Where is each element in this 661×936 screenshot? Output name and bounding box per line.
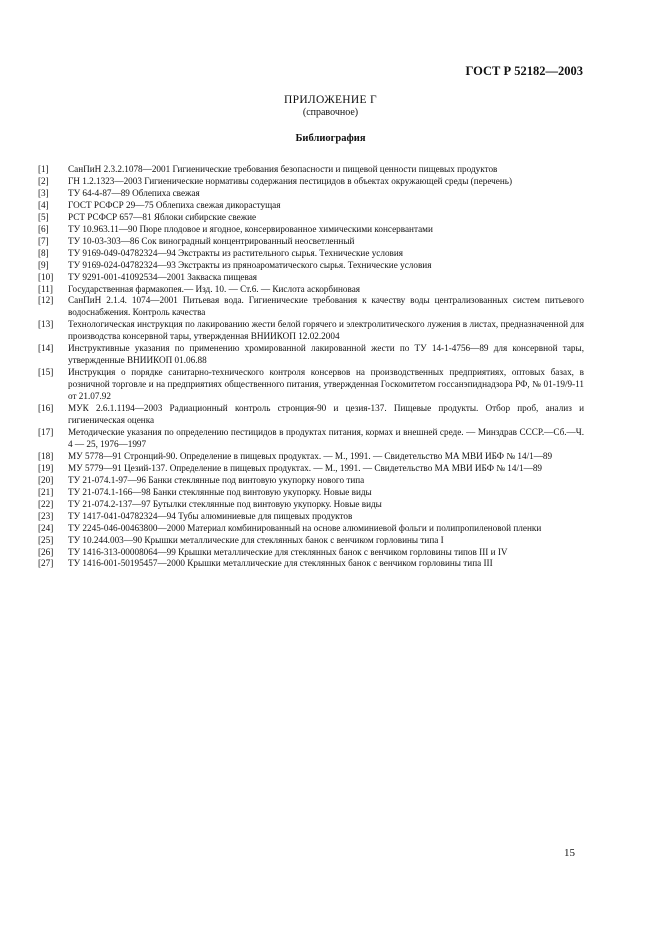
bibliography-entry — [38, 188, 584, 200]
entry-text: ТУ 9291-001-41092534—2001 Закваска пищевая — [68, 271, 258, 282]
entry-text: ТУ 64-4-87—89 Облепиха свежая — [68, 187, 200, 198]
bibliography-entry — [38, 236, 584, 248]
entry-text: Инструкция о порядке санитарно-технического контроля консервов на производственных предприятиях, оптовых базах, в розничной торговле и на предприятиях общественного питания, утвержденная Госкомитетом госсанэпиднадзора РФ, № 01-19/9-11 от 21.07.92 — [68, 367, 584, 402]
entry-number: [17] — [38, 426, 54, 437]
entry-number: [12] — [38, 295, 54, 306]
bibliography-heading: Библиография — [295, 133, 366, 144]
page-number: 15 — [564, 847, 575, 859]
bibliography-entry — [38, 403, 584, 427]
entry-number: [13] — [38, 319, 54, 330]
entry-number: [23] — [38, 510, 54, 521]
entry-number: [10] — [38, 271, 54, 282]
bibliography-entry — [38, 511, 584, 523]
entry-text: ТУ 2245-046-00463800—2000 Материал комбинированный на основе алюминиевой фольги и полипропиленовой пленки — [68, 522, 542, 533]
bibliography-entry — [38, 487, 584, 499]
bibliography-entry — [38, 367, 584, 403]
entry-number: [5] — [38, 211, 49, 222]
bibliography-entry — [38, 343, 584, 367]
entry-number: [22] — [38, 498, 54, 509]
entry-number: [25] — [38, 534, 54, 545]
entry-text: МУК 2.6.1.1194—2003 Радиационный контроль стронция-90 и цезия-137. Пищевые продукты. Отбор проб, анализ и гигиеническая оценка — [68, 403, 584, 426]
entry-number: [19] — [38, 462, 54, 473]
entry-number: [24] — [38, 522, 54, 533]
entry-text: ТУ 9169-049-04782324—94 Экстракты из растительного сырья. Технические условия — [68, 247, 404, 258]
entry-text: Технологическая инструкция по лакированию жести белой горячего и электролитического лужения в листах, предназначенной для производства консервной тары, утвержденная ВНИИКОП 12.02.2004 — [68, 319, 584, 342]
entry-number: [26] — [38, 546, 54, 557]
entry-text: ТУ 21-074.2-137—97 Бутылки стеклянные под винтовую укупорку. Новые виды — [68, 498, 382, 509]
entry-number: [20] — [38, 474, 54, 485]
bibliography-entry — [38, 547, 584, 559]
entry-number: [21] — [38, 486, 54, 497]
bibliography-entry — [38, 427, 584, 451]
bibliography-entry — [38, 558, 584, 570]
bibliography-entry — [38, 200, 584, 212]
entry-text: ТУ 21-074.1-166—98 Банки стеклянные под винтовую укупорку. Новые виды — [68, 486, 372, 497]
appendix-note: (справочное) — [302, 107, 359, 118]
entry-number: [11] — [38, 283, 53, 294]
entry-number: [27] — [38, 558, 54, 569]
bibliography-entry — [38, 284, 584, 296]
bibliography-entry — [38, 248, 584, 260]
entry-text: ТУ 21-074.1-97—96 Банки стеклянные под винтовую укупорку нового типа — [68, 474, 365, 485]
bibliography-entry — [38, 499, 584, 511]
entry-text: ТУ 10.963.11—90 Пюре плодовое и ягодное, консервированное химическими консервантами — [68, 223, 433, 234]
entry-text: РСТ РСФСР 657—81 Яблоки сибирские свежие — [68, 211, 257, 222]
entry-text: МУ 5779—91 Цезий-137. Определение в пищевых продуктах. — М., 1991. — Свидетельство МА МВИ ИБФ № 14/1—89 — [68, 462, 543, 473]
entry-number: [8] — [38, 247, 49, 258]
entry-text: ГОСТ РСФСР 29—75 Облепиха свежая дикорастущая — [68, 199, 281, 210]
bibliography-entry — [38, 260, 584, 272]
entry-text: СанПиН 2.3.2.1078—2001 Гигиенические требования безопасности и пищевой ценности пищевых продуктов — [68, 164, 498, 174]
bibliography-entry — [38, 475, 584, 487]
entry-text: Методические указания по определению пестицидов в продуктах питания, кормах и внешней среде. — Минздрав СССР.—Сб.—Ч. 4 — 25, 1976—1997 — [68, 426, 584, 449]
entry-number: [16] — [38, 403, 54, 414]
entry-text: ТУ 10.244.003—90 Крышки металлические для стеклянных банок с венчиком горловины типа I — [68, 534, 444, 545]
bibliography-entry — [38, 319, 584, 343]
bibliography-entry — [38, 463, 584, 475]
entry-number: [6] — [38, 223, 49, 234]
bibliography-entry — [38, 295, 584, 319]
entry-text: СанПиН 2.1.4. 1074—2001 Питьевая вода. Гигиенические требования к качеству воды централизованных систем питьевого водоснабжения. Контроль качества — [68, 295, 584, 318]
entry-number: [15] — [38, 367, 54, 378]
bibliography-list — [38, 164, 584, 570]
entry-number: [4] — [38, 199, 49, 210]
entry-number: [14] — [38, 343, 54, 354]
entry-text: МУ 5778—91 Стронций-90. Определение в пищевых продуктах. — М., 1991. — Свидетельство МА МВИ ИБФ № 14/1—89 — [68, 450, 553, 461]
bibliography-entry — [38, 212, 584, 224]
entry-text: ГН 1.2.1323—2003 Гигиенические нормативы содержания пестицидов в объектах окружающей среды (перечень) — [68, 175, 513, 186]
bibliography-entry — [38, 451, 584, 463]
bibliography-entry — [38, 224, 584, 236]
appendix-title: ПРИЛОЖЕНИЕ Г — [284, 94, 377, 106]
entry-text: Государственная фармакопея.— Изд. 10. — Ст.6. — Кислота аскорбиновая — [68, 283, 361, 294]
entry-text: ТУ 1416-313-00008064—99 Крышки металлические для стеклянных банок с венчиком горловины типов III и IV — [68, 546, 508, 557]
bibliography-entry — [38, 272, 584, 284]
entry-number: [3] — [38, 187, 49, 198]
bibliography-entry — [38, 535, 584, 547]
entry-text: Инструктивные указания по применению хромированной лакированной жести по ТУ 14-1-4756—89 для консервной тары, утвержденные ВНИИКОП 01.06.88 — [68, 343, 584, 366]
entry-text: ТУ 1416-001-50195457—2000 Крышки металлические для стеклянных банок с венчиком горловины типа III — [68, 558, 493, 569]
entry-number: [1] — [38, 164, 49, 174]
entry-text: ТУ 1417-041-04782324—94 Тубы алюминиевые для пищевых продуктов — [68, 510, 353, 521]
entry-text: ТУ 9169-024-04782324—93 Экстракты из пряноароматического сырья. Технические условия — [68, 259, 432, 270]
document-code: ГОСТ Р 52182—2003 — [465, 64, 583, 78]
bibliography-entry — [38, 164, 584, 176]
bibliography-entry — [38, 176, 584, 188]
entry-number: [7] — [38, 235, 49, 246]
entry-number: [2] — [38, 175, 49, 186]
entry-number: [9] — [38, 259, 49, 270]
entry-text: ТУ 10-03-303—86 Сок виноградный концентрированный неосветленный — [68, 235, 355, 246]
entry-number: [18] — [38, 450, 54, 461]
bibliography-entry — [38, 523, 584, 535]
